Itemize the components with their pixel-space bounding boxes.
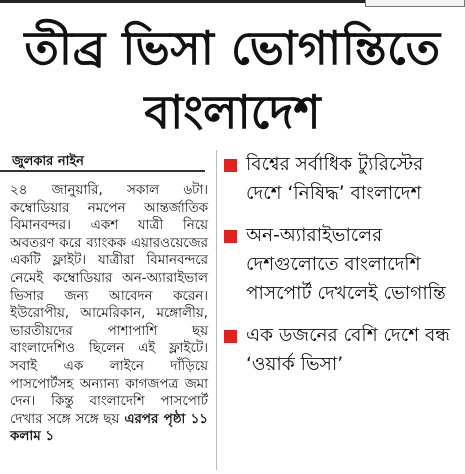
article-body (10, 182, 208, 446)
highlights-list (222, 150, 460, 392)
headline-line-2: বাংলাদেশ (144, 85, 321, 139)
highlight-text: এক ডজনের বেশি দেশে বন্ধ ‘ওয়ার্ক ভিসা’ (246, 325, 450, 375)
highlight-text: বিশ্বের সর্বাধিক ট্যুরিস্টের দেশে ‘নিষিদ্ধ’ বাংলাদেশ (246, 154, 424, 204)
top-rule (0, 0, 465, 8)
highlight-item (222, 150, 460, 208)
article-text: ২৪ জানুয়ারি, সকাল ৬টা। কম্বোডিয়ার নমপেন আন্তর্জাতিক বিমানবন্দর। একশ যাত্রী নিয়ে অবতরণ করে ব্যাংকক এয়ারওয়েজের একটি ফ্লাইট। যাত্রীরা বিমানবন্দরে নেমেই কম্বোডিয়ার অন-অ্যারাইভাল ভিসার জন্য আবেদন করেন। ইউরোপীয়, আমেরিকান, মঙ্গোলীয়, ভারতীয়দের পাশাপাশি ছয় বাংলাদেশিও ছিলেন এই ফ্লাইটে। সবাই এক লাইনে দাঁড়িয়ে পাসপোর্টসহ অন্যান্য কাগজপত্র জমা দেন। কিন্তু বাংলাদেশি পাসপোর্ট দেখার সঙ্গে সঙ্গে ছয় (10, 183, 208, 427)
top-rule-box (365, 0, 465, 7)
square-bullet-icon (224, 159, 237, 172)
column-divider (216, 150, 217, 470)
square-bullet-icon (224, 330, 237, 343)
highlight-item (222, 221, 460, 308)
byline-divider (0, 170, 205, 172)
highlight-item (222, 321, 460, 379)
byline: জুলকার নাইন (12, 154, 84, 169)
square-bullet-icon (224, 230, 237, 243)
highlight-text: অন-অ্যারাইভালের দেশগুলোতে বাংলাদেশি পাসপোর্ট দেখলেই ভোগান্তি (246, 225, 446, 304)
continued-note: এরপর পৃষ্ঠা ১১ কলাম ১ (10, 411, 208, 445)
headline (0, 16, 465, 144)
headline-line-1: তীব্র ভিসা ভোগান্তিতে (24, 21, 441, 75)
